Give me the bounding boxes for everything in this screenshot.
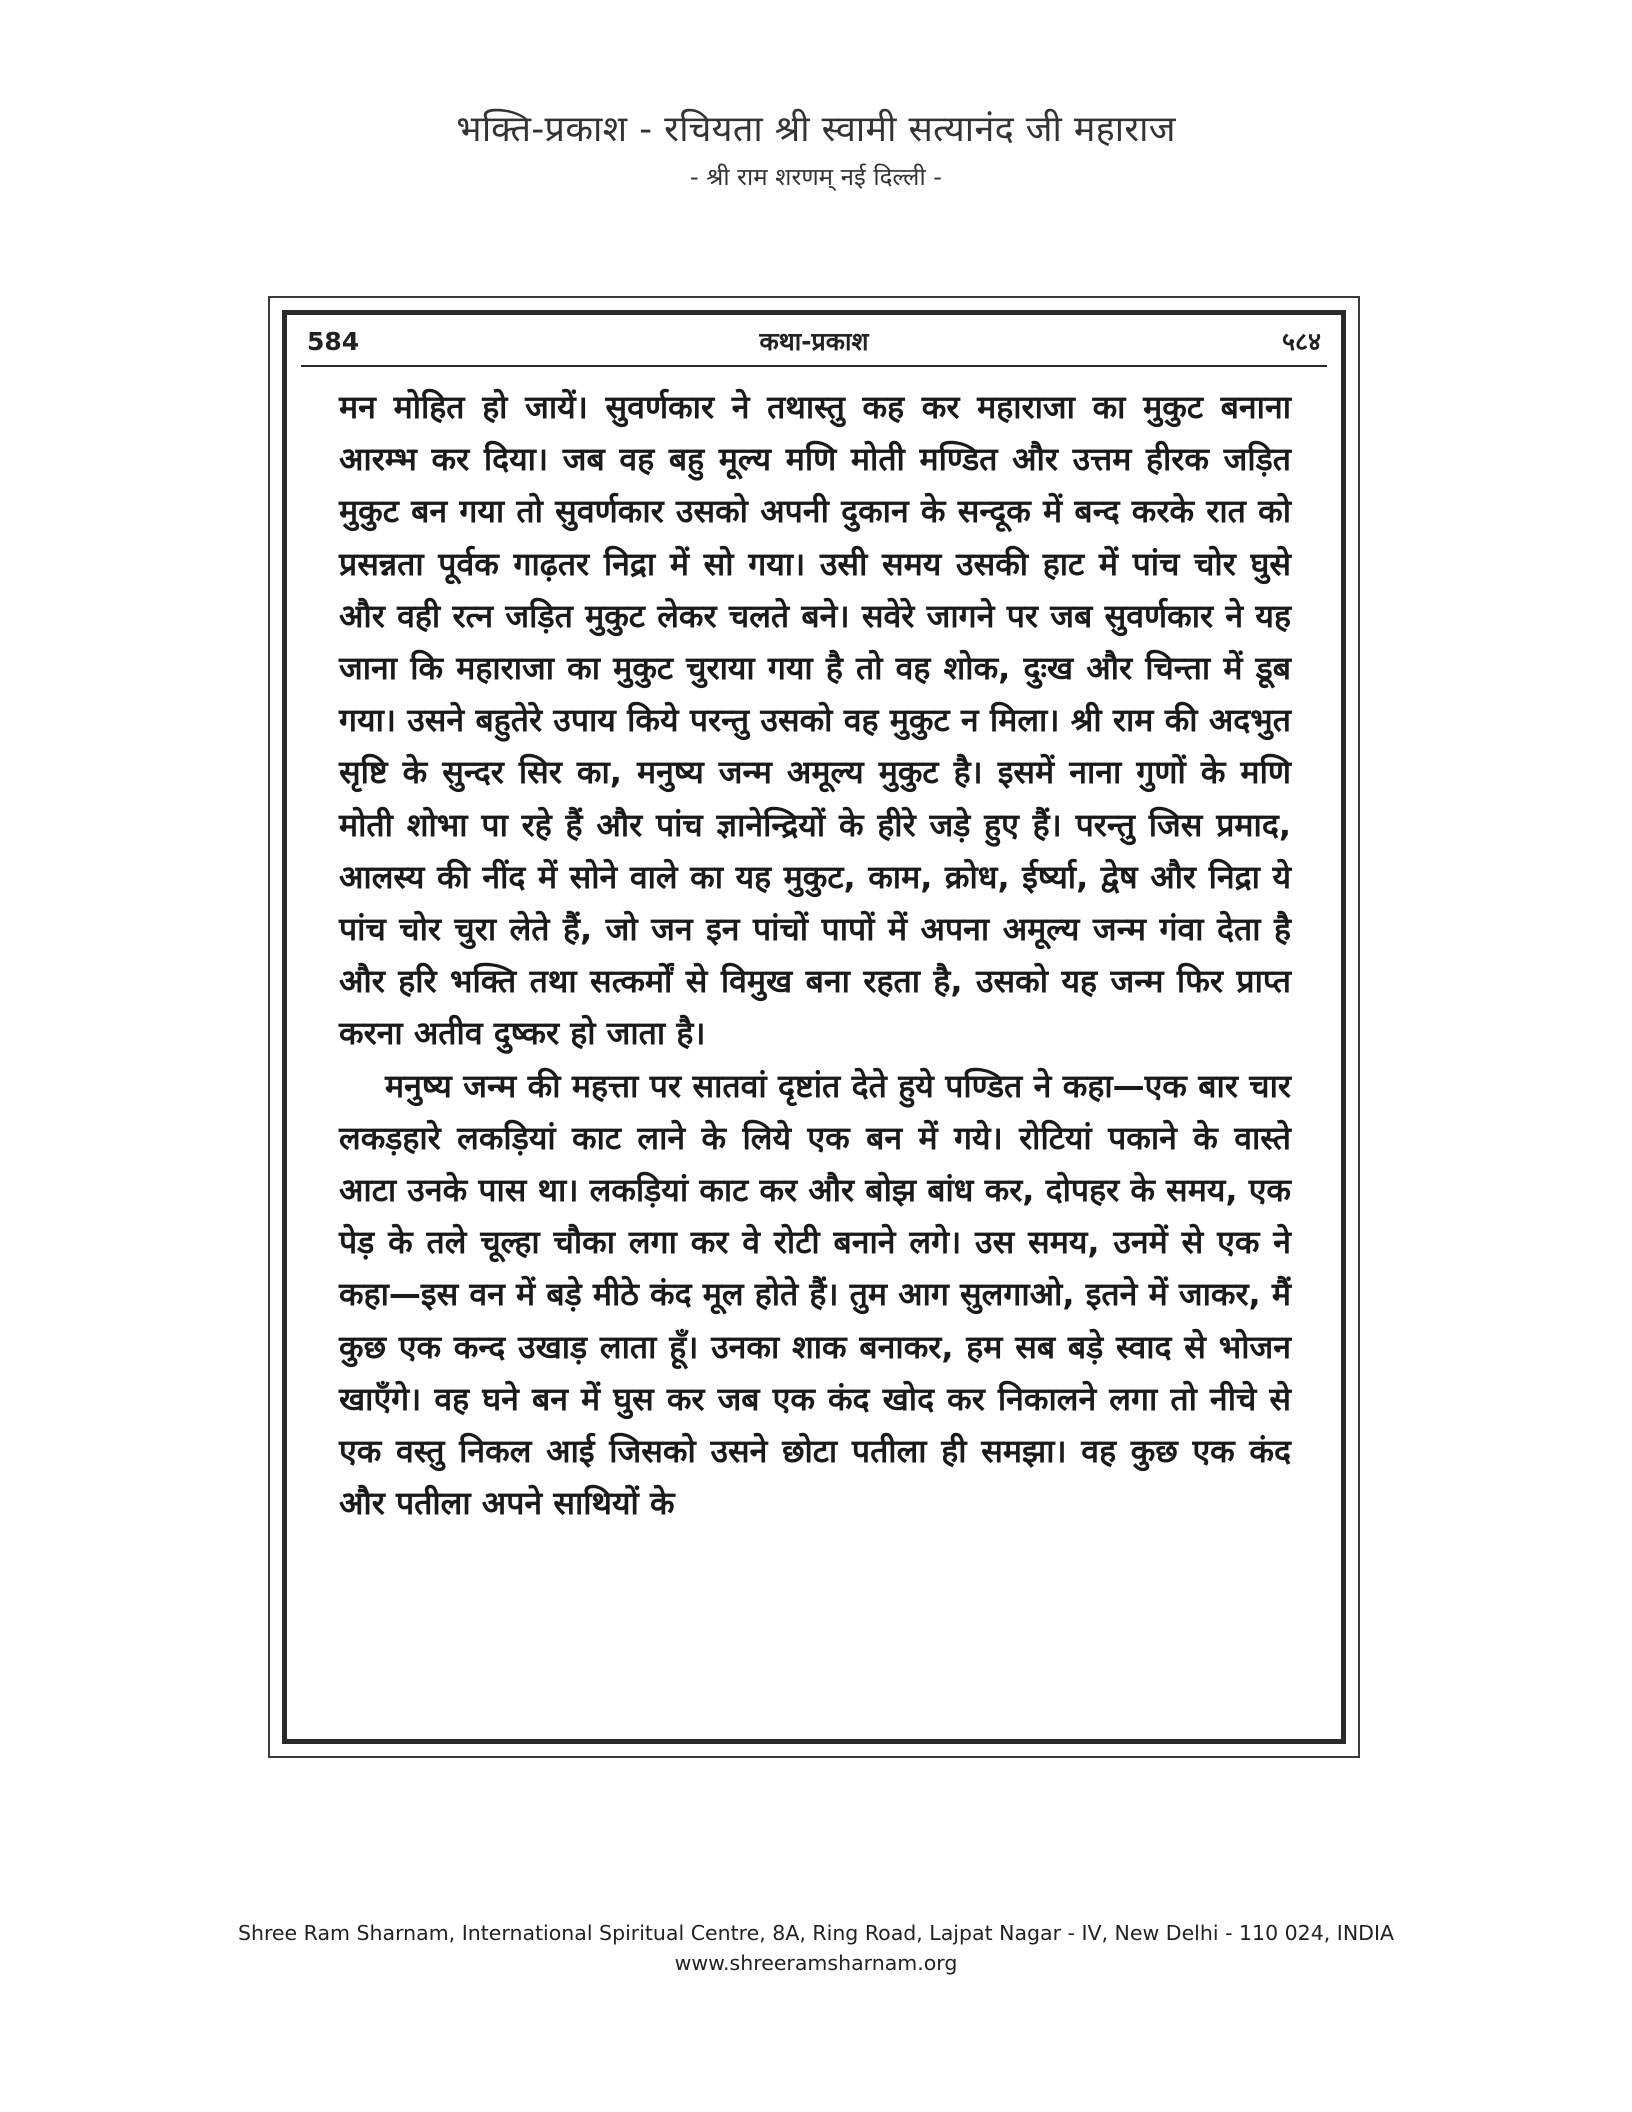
- page-frame-outer: [268, 296, 1360, 1758]
- document-footer: [0, 1918, 1632, 1978]
- paragraph: मन मोहित हो जायें। सुवर्णकार ने तथास्तु कह कर महाराजा का मुकुट बनाना आरम्भ कर दिया। जब वह बहु मूल्य मणि मोती मण्डित और उत्तम हीरक जड़ित मुकुट बन गया तो सुवर्णकार उसको अपनी दुकान के सन्दूक में बन्द करके रात को प्रसन्नता पूर्वक गाढ़तर निद्रा में सो गया। उसी समय उसकी हाट में पांच चोर घुसे और वही रत्न जड़ित मुकुट लेकर चलते बने। सवेरे जागने पर जब सुवर्णकार ने यह जाना कि महाराजा का मुकुट चुराया गया है तो वह शोक, दुःख और चिन्ता में डूब गया। उसने बहुतेरे उपाय किये परन्तु उसको वह मुकुट न मिला। श्री राम की अदभुत सृष्टि के सुन्दर सिर का, मनुष्य जन्म अमूल्य मुकुट है। इसमें नाना गुणों के मणि मोती शोभा पा रहे हैं और पांच ज्ञानेन्द्रियों के हीरे जड़े हुए हैं। परन्तु जिस प्रमाद, आलस्य की नींद में सोने वाले का यह मुकुट, काम, क्रोध, ईर्ष्या, द्वेष और निद्रा ये पांच चोर चुरा लेते हैं, जो जन इन पांचों पापों में अपना अमूल्य जन्म गंवा देता है और हरि भक्ति तथा सत्कर्मों से विमुख बना रहता है, उसको यह जन्म फिर प्राप्त करना अतीव दुष्कर हो जाता है।: [339, 388, 1291, 1053]
- page-running-header: [301, 319, 1327, 367]
- footer-website: www.shreeramsharnam.org: [674, 1951, 958, 1975]
- page-number-devanagari: ५८४: [1281, 327, 1321, 356]
- page-number-arabic: 584: [307, 327, 360, 356]
- footer-address: Shree Ram Sharnam, International Spiritual Centre, 8A, Ring Road, Lajpat Nagar - IV, New Delhi - 110 024, INDIA: [237, 1921, 1395, 1945]
- chapter-title: कथा-प्रकाश: [759, 327, 869, 356]
- paragraph: मनुष्य जन्म की महत्ता पर सातवां दृष्टांत देते हुये पण्डित ने कहा—एक बार चार लकड़हारे लकड़ियां काट लाने के लिये एक बन में गये। रोटियां पकाने के वास्ते आटा उनके पास था। लकड़ियां काट कर और बोझ बांध कर, दोपहर के समय, एक पेड़ के तले चूल्हा चौका लगा कर वे रोटी बनाने लगे। उस समय, उनमें से एक ने कहा—इस वन में बड़े मीठे कंद मूल होते हैं। तुम आग सुलगाओ, इतने में जाकर, मैं कुछ एक कन्द उखाड़ लाता हूँ। उनका शाक बनाकर, हम सब बड़े स्वाद से भोजन खाएँगे। वह घने बन में घुस कर जब एक कंद खोद कर निकालने लगा तो नीचे से एक वस्तु निकल आई जिसको उसने छोटा पतीला ही समझा। वह कुछ एक कंद और पतीला अपने साथियों के: [339, 1066, 1291, 1523]
- document-header: [0, 108, 1632, 192]
- publisher-line: - श्री राम शरणम् नई दिल्ली -: [690, 163, 942, 191]
- page-frame-inner: [282, 310, 1346, 1744]
- body-text: [339, 381, 1291, 1529]
- book-title: भक्ति-प्रकाश - रचियता श्री स्वामी सत्यानंद जी महाराज: [456, 109, 1176, 150]
